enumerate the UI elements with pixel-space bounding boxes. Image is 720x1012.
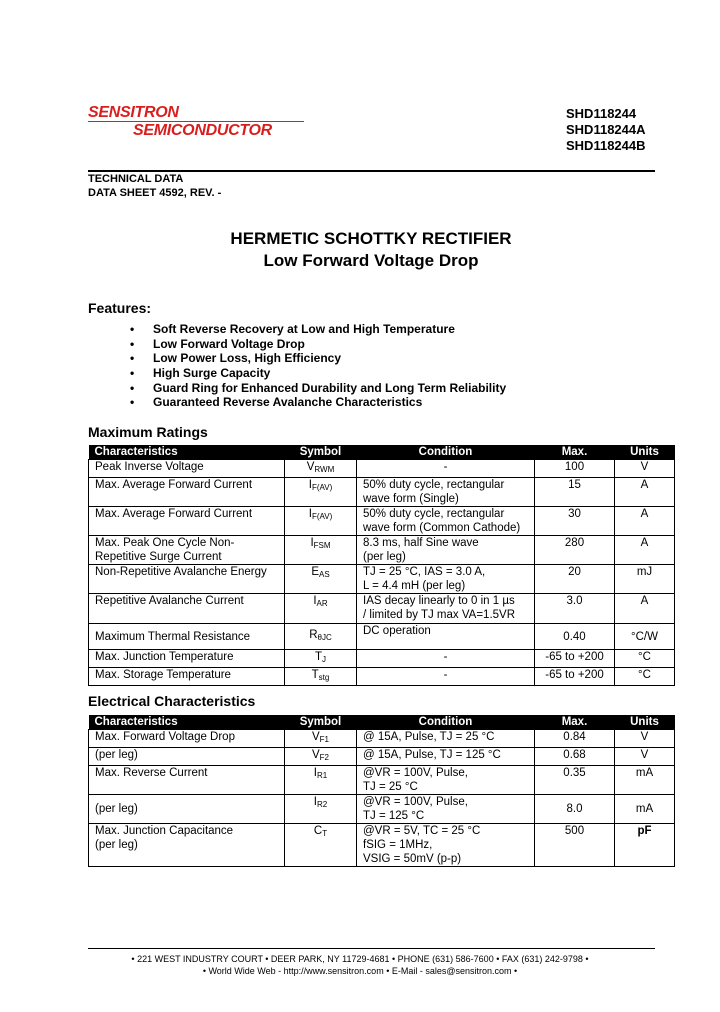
table-row (89, 730, 675, 748)
cell-unit: A (615, 594, 675, 624)
cell-condition: - (357, 668, 535, 686)
cell-max: 0.84 (535, 730, 615, 748)
elec-table (88, 715, 675, 867)
cell-symbol: $V_{RWM}$ (285, 460, 357, 478)
cell-condition: - (357, 650, 535, 668)
technical-data-label: TECHNICAL DATA (88, 173, 184, 185)
cell-characteristic: (per leg) (89, 748, 285, 766)
col-header: Max. (535, 715, 615, 730)
table-row (89, 650, 675, 668)
doc-subtitle: Low Forward Voltage Drop (263, 251, 479, 270)
footer-web: • World Wide Web - http://www.sensitron.com • E-Mail - sales@sensitron.com • (202, 966, 518, 976)
cell-symbol: $I_{AR}$ (285, 594, 357, 624)
cell-max: 280 (535, 536, 615, 565)
feature-item: • High Surge Capacity (128, 366, 506, 381)
data-sheet-label: DATA SHEET 4592, REV. - (88, 187, 222, 199)
cell-symbol: $V_{F2}$ (285, 748, 357, 766)
table-row (89, 795, 675, 824)
features-heading: Features: (88, 300, 152, 316)
cell-condition: IAS decay linearly to 0 in 1 µs / limited by TJ max VA=1.5VR (357, 594, 535, 624)
cell-symbol: $E_{AS}$ (285, 565, 357, 594)
col-header: Characteristics (89, 715, 285, 730)
cell-condition: 8.3 ms, half Sine wave (per leg) (357, 536, 535, 565)
cell-condition: @ 15A, Pulse, TJ = 125 °C (357, 748, 535, 766)
cell-unit: V (615, 748, 675, 766)
cell-condition: @ 15A, Pulse, TJ = 25 °C (357, 730, 535, 748)
table-header-row (89, 445, 675, 460)
cell-characteristic: Repetitive Avalanche Current (89, 594, 285, 624)
table-row (89, 536, 675, 565)
col-header: Max. (535, 445, 615, 460)
cell-condition: @VR = 100V, Pulse, TJ = 25 °C (357, 766, 535, 795)
max-ratings-heading: Maximum Ratings (88, 424, 208, 440)
col-header: Condition (357, 445, 535, 460)
feature-item: • Guard Ring for Enhanced Durability and Long Term Reliability (128, 381, 506, 396)
max-ratings-table (88, 445, 675, 686)
cell-max: 100 (535, 460, 615, 478)
cell-max: -65 to +200 (535, 668, 615, 686)
cell-unit: mA (615, 766, 675, 795)
cell-characteristic: Max. Storage Temperature (89, 668, 285, 686)
cell-max: 500 (535, 824, 615, 867)
cell-condition: @VR = 5V, TC = 25 °C fSIG = 1MHz, VSIG = 50mV (p-p) (357, 824, 535, 867)
cell-max: 0.40 (535, 624, 615, 650)
cell-unit: mJ (615, 565, 675, 594)
cell-unit: °C (615, 668, 675, 686)
table-row (89, 668, 675, 686)
cell-symbol: $R_{\theta JC}$ (285, 624, 357, 650)
cell-max: 3.0 (535, 594, 615, 624)
cell-condition: TJ = 25 °C, IAS = 3.0 A, L = 4.4 mH (per leg) (357, 565, 535, 594)
header-divider (88, 170, 655, 172)
table-row (89, 460, 675, 478)
footer-address: • 221 WEST INDUSTRY COURT • DEER PARK, NY 11729-4681 • PHONE (631) 586-7600 • FAX (631) 242-9798 • (131, 954, 589, 964)
cell-characteristic: Max. Junction Temperature (89, 650, 285, 668)
feature-item: • Soft Reverse Recovery at Low and High Temperature (128, 322, 506, 337)
cell-characteristic: Peak Inverse Voltage (89, 460, 285, 478)
cell-condition: 50% duty cycle, rectangular wave form (Single) (357, 478, 535, 507)
col-header: Condition (357, 715, 535, 730)
cell-characteristic: Non-Repetitive Avalanche Energy (89, 565, 285, 594)
part-number-3: SHD118244B (566, 138, 646, 153)
cell-unit: °C (615, 650, 675, 668)
elec-heading: Electrical Characteristics (88, 693, 256, 709)
company-logo-line1: SENSITRON (88, 104, 179, 121)
col-header: Symbol (285, 445, 357, 460)
cell-symbol: $I_{R1}$ (285, 766, 357, 795)
cell-max: 0.68 (535, 748, 615, 766)
table-row (89, 507, 675, 536)
cell-max: -65 to +200 (535, 650, 615, 668)
cell-characteristic: Maximum Thermal Resistance (89, 624, 285, 650)
feature-item: • Low Power Loss, High Efficiency (128, 351, 506, 366)
table-row (89, 748, 675, 766)
cell-characteristic: Max. Reverse Current (89, 766, 285, 795)
cell-max: 8.0 (535, 795, 615, 824)
company-logo-line2: SEMICONDUCTOR (133, 122, 272, 139)
cell-symbol: $T_{stg}$ (285, 668, 357, 686)
cell-characteristic: Max. Average Forward Current (89, 478, 285, 507)
cell-max: 0.35 (535, 766, 615, 795)
cell-unit: A (615, 507, 675, 536)
cell-condition: - (357, 460, 535, 478)
cell-unit: V (615, 460, 675, 478)
cell-symbol: $C_T$ (285, 824, 357, 867)
cell-unit: °C/W (615, 624, 675, 650)
cell-unit: mA (615, 795, 675, 824)
cell-condition: 50% duty cycle, rectangular wave form (Common Cathode) (357, 507, 535, 536)
cell-max: 15 (535, 478, 615, 507)
cell-symbol: $I_{R2}$ (285, 795, 357, 824)
cell-unit: A (615, 478, 675, 507)
feature-item: • Low Forward Voltage Drop (128, 337, 506, 352)
cell-symbol: $T_J$ (285, 650, 357, 668)
table-row (89, 594, 675, 624)
cell-unit: A (615, 536, 675, 565)
table-row (89, 565, 675, 594)
part-number-1: SHD118244 (566, 106, 637, 121)
table-row (89, 624, 675, 650)
cell-symbol: $I_{F(AV)}$ (285, 507, 357, 536)
cell-characteristic: Max. Average Forward Current (89, 507, 285, 536)
part-number-2: SHD118244A (566, 122, 646, 137)
cell-symbol: $V_{F1}$ (285, 730, 357, 748)
cell-characteristic: Max. Peak One Cycle Non- Repetitive Surge Current (89, 536, 285, 565)
col-header: Characteristics (89, 445, 285, 460)
col-header: Units (615, 445, 675, 460)
table-row (89, 766, 675, 795)
cell-max: 20 (535, 565, 615, 594)
cell-condition: DC operation (357, 624, 535, 650)
cell-max: 30 (535, 507, 615, 536)
footer-divider (88, 948, 655, 949)
cell-symbol: $I_{FSM}$ (285, 536, 357, 565)
table-row (89, 824, 675, 867)
table-header-row (89, 715, 675, 730)
table-row (89, 478, 675, 507)
col-header: Symbol (285, 715, 357, 730)
cell-characteristic: Max. Forward Voltage Drop (89, 730, 285, 748)
cell-unit: pF (615, 824, 675, 867)
col-header: Units (615, 715, 675, 730)
cell-condition: @VR = 100V, Pulse, TJ = 125 °C (357, 795, 535, 824)
cell-characteristic: Max. Junction Capacitance (per leg) (89, 824, 285, 867)
cell-unit: V (615, 730, 675, 748)
cell-characteristic: (per leg) (89, 795, 285, 824)
cell-symbol: $I_{F(AV)}$ (285, 478, 357, 507)
features-list (128, 322, 506, 410)
feature-item: • Guaranteed Reverse Avalanche Characteristics (128, 395, 506, 410)
doc-title: HERMETIC SCHOTTKY RECTIFIER (230, 229, 512, 248)
